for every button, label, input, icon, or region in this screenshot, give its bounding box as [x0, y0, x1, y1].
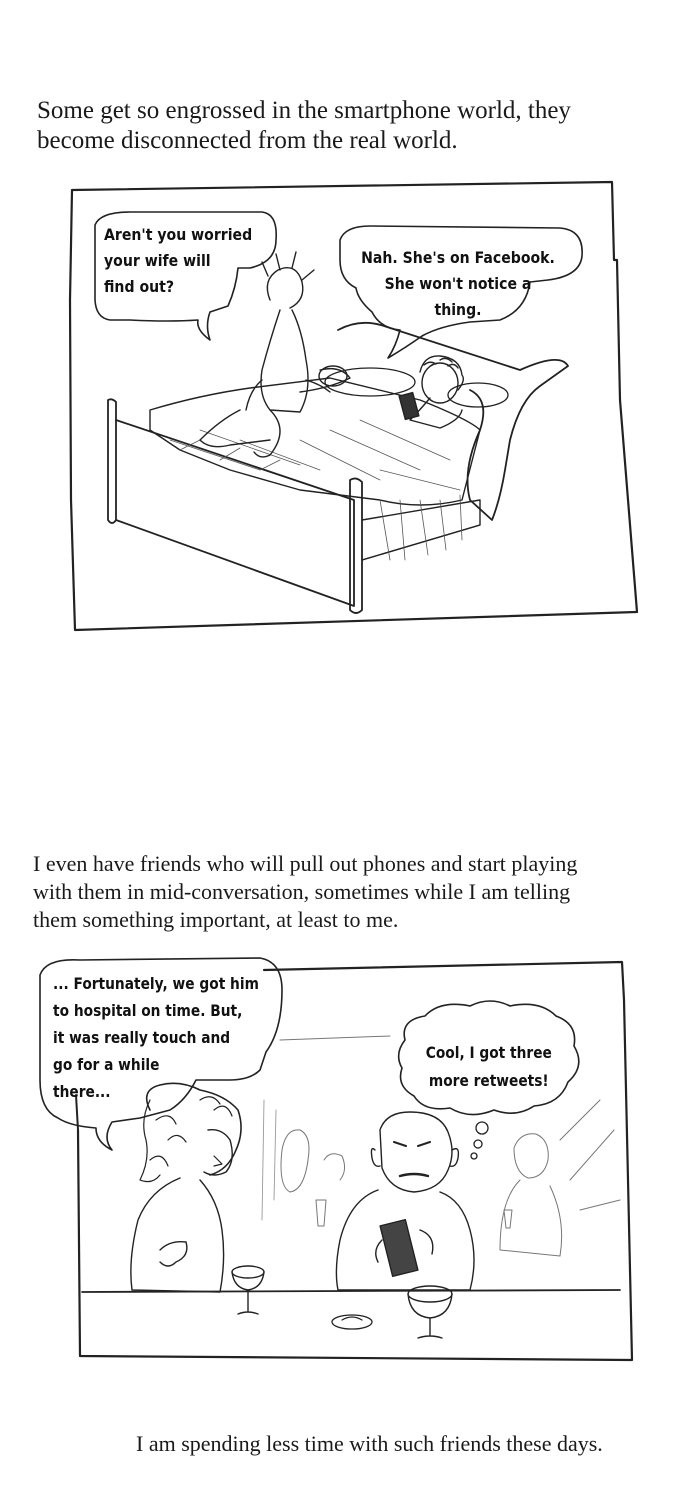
man-phone — [380, 1220, 418, 1277]
caption-middle — [33, 850, 577, 934]
speech-left-line-2: your wife will — [104, 251, 211, 270]
speech-right-line-2: She won't notice a — [384, 274, 532, 293]
bed-footboard — [108, 399, 116, 523]
wife-figure — [399, 356, 463, 428]
man-with-phone — [336, 1112, 474, 1290]
snack-dish — [332, 1315, 372, 1329]
thought-dot-2 — [474, 1140, 482, 1148]
speech-panel2-line-2: to hospital on time. But, — [53, 1001, 243, 1020]
speech-right-line-3: thing. — [434, 300, 482, 319]
thought-dot-3 — [471, 1153, 477, 1159]
wine-glass-left — [232, 1266, 264, 1314]
wine-glass-right — [408, 1286, 452, 1338]
caption-bottom: I am spending less time with such friends these days. — [136, 1431, 603, 1456]
background-people — [281, 1100, 620, 1256]
pillow — [325, 368, 415, 396]
woman-speaking — [131, 1083, 241, 1292]
thought-line-1: Cool, I got three — [425, 1043, 552, 1062]
speech-text-right — [348, 245, 568, 323]
caption-middle-line-3: them something important, at least to me. — [33, 907, 399, 932]
thought-line-2: more retweets! — [428, 1071, 549, 1090]
wife-phone — [399, 393, 419, 420]
speech-left-line-1: Aren't you worried — [104, 225, 253, 244]
speech-panel2-line-5: there... — [53, 1082, 111, 1101]
speech-text-left — [104, 222, 252, 300]
speech-text-panel2 — [53, 970, 259, 1105]
caption-top-line-1: Some get so engrossed in the smartphone world, they — [37, 97, 571, 124]
speech-left-line-3: find out? — [104, 277, 175, 296]
caption-top — [37, 96, 571, 156]
speech-right-line-1: Nah. She's on Facebook. — [361, 248, 555, 267]
caption-top-line-2: become disconnected from the real world. — [37, 127, 458, 154]
thought-text — [420, 1039, 558, 1095]
speech-panel2-line-3: it was really touch and — [53, 1028, 231, 1047]
speech-panel2-line-1: ... Fortunately, we got him — [53, 974, 259, 993]
thought-dot-1 — [476, 1122, 488, 1134]
caption-middle-line-1: I even have friends who will pull out phones and start playing — [33, 851, 578, 876]
speech-panel2-line-4: go for a while — [53, 1055, 160, 1074]
caption-middle-line-2: with them in mid-conversation, sometimes while I am telling — [33, 879, 571, 904]
